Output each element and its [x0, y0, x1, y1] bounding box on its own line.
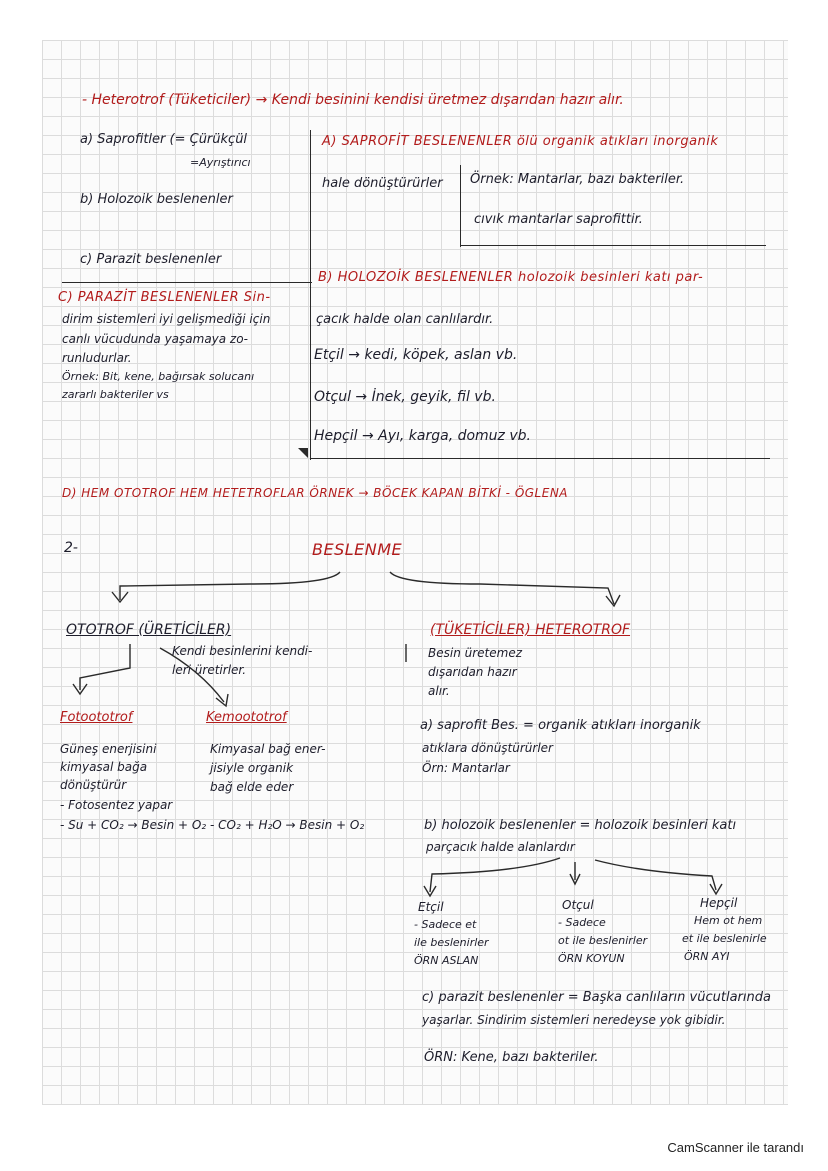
- parazit-example-2: zararlı bakteriler vs: [62, 388, 169, 401]
- parazit-line-2: yaşarlar. Sindirim sistemleri neredeyse yok gibidir.: [422, 1013, 726, 1027]
- kemo-line-2: jisiyle organik: [210, 761, 294, 775]
- kemo-line-4: - CO₂ + H₂O → Besin + O₂: [210, 818, 365, 832]
- hem-ototrof-hem-heterotrof: D) HEM OTOTROF HEM HETETROFLAR ÖRNEK → BÖCEK KAPAN BİTKİ - ÖGLENA: [62, 486, 569, 500]
- parazit-line-3: ÖRN: Kene, bazı bakteriler.: [424, 1050, 599, 1065]
- kemoototrof-title: Kemoototrof: [206, 710, 287, 725]
- saprofit-line-3: Örn: Mantarlar: [422, 761, 510, 775]
- heterotrof-definition-3: alır.: [428, 684, 450, 698]
- heterotrof-heading: - Heterotrof (Tüketiciler) → Kendi besinini kendisi üretmez dışarıdan hazır alır.: [82, 92, 624, 108]
- example-box-underline: [460, 245, 766, 246]
- parazit-example-1: Örnek: Bit, kene, bağırsak solucanı: [62, 370, 255, 383]
- foto-line-4: - Fotosentez yapar: [60, 798, 173, 812]
- item-b-holozoik: b) Holozoik beslenenler: [80, 192, 233, 207]
- holozoik-line-2: parçacık halde alanlardır: [426, 840, 575, 854]
- parazit-definition-4: runludurlar.: [62, 351, 132, 365]
- section1-left-rule: [62, 282, 312, 283]
- scanner-watermark: CamScanner ile tarandı: [667, 1140, 804, 1155]
- foto-line-1: Güneş enerjisini: [60, 742, 157, 756]
- holozoik-definition-2: çacık halde olan canlılardır.: [316, 312, 494, 327]
- section-number: 2-: [64, 540, 78, 556]
- vertical-divider: [310, 130, 311, 460]
- otcul-title: Otçul: [562, 898, 594, 912]
- hepcil-title: Hepçil: [700, 896, 738, 910]
- otcul-line-3: ÖRN KOYUN: [558, 952, 625, 965]
- example-box-divider: [460, 165, 461, 247]
- item-a-saprofitler: a) Saprofitler (= Çürükçül: [80, 132, 248, 147]
- foto-line-2: kimyasal bağa: [60, 760, 148, 774]
- hepcil-line-2: et ile beslenirle: [682, 932, 767, 945]
- parazit-definition-1: C) PARAZİT BESLENENLER Sin-: [58, 290, 271, 305]
- parazit-definition-3: canlı vücudunda yaşamaya zo-: [62, 332, 248, 346]
- ototrof-definition-2: leri üretirler.: [172, 663, 247, 677]
- saprofit-definition-1: A) SAPROFİT BESLENENLER ölü organik atıkları inorganik: [322, 134, 719, 149]
- ayristirici-note: =Ayrıştırıcı: [190, 156, 251, 169]
- holozoik-definition-1: B) HOLOZOİK BESLENENLER holozoik besinleri katı par-: [318, 270, 704, 285]
- etcil-title: Etçil: [418, 900, 444, 914]
- etcil-line-2: ile beslenirler: [414, 936, 489, 949]
- section1-bottom-rule: [310, 458, 770, 459]
- hepcil-line-1: Hem ot hem: [694, 914, 763, 927]
- saprofit-example: Örnek: Mantarlar, bazı bakteriler.: [470, 172, 685, 187]
- civik-mantarlar: cıvık mantarlar saprofittir.: [474, 212, 643, 227]
- ototrof-definition-1: Kendi besinlerini kendi-: [172, 644, 313, 658]
- item-c-parazit: c) Parazit beslenenler: [80, 252, 222, 267]
- hepcil-example: Hepçil → Ayı, karga, domuz vb.: [314, 428, 531, 444]
- foto-line-3: dönüştürür: [60, 778, 127, 792]
- beslenme-title: BESLENME: [312, 540, 403, 559]
- etcil-line-3: ÖRN ASLAN: [414, 954, 479, 967]
- kemo-line-3: bağ elde eder: [210, 780, 294, 794]
- parazit-line-1: c) parazit beslenenler = Başka canlıların vücutlarında: [422, 990, 771, 1005]
- foto-line-5: - Su + CO₂ → Besin + O₂: [60, 818, 207, 832]
- hepcil-line-3: ÖRN AYI: [684, 950, 730, 963]
- holozoik-line-1: b) holozoik beslenenler = holozoik besinleri katı: [424, 818, 737, 833]
- heterotrof-definition-1: Besin üretemez: [428, 646, 523, 660]
- parazit-definition-2: dirim sistemleri iyi gelişmediği için: [62, 312, 271, 326]
- saprofit-line-2: atıklara dönüştürürler: [422, 741, 553, 755]
- heterotrof-title: (TÜKETİCİLER) HETEROTROF: [430, 622, 631, 638]
- etcil-line-1: - Sadece et: [414, 918, 477, 931]
- otcul-example: Otçul → İnek, geyik, fil vb.: [314, 389, 496, 405]
- heterotrof-definition-2: dışarıdan hazır: [428, 665, 517, 679]
- saprofit-definition-2: hale dönüştürürler: [322, 176, 443, 191]
- otcul-line-2: ot ile beslenirler: [558, 934, 648, 947]
- kemo-line-1: Kimyasal bağ ener-: [210, 742, 326, 756]
- ototrof-title: OTOTROF (ÜRETİCİLER): [66, 622, 232, 638]
- etcil-example: Etçil → kedi, köpek, aslan vb.: [314, 347, 518, 363]
- saprofit-line-1: a) saprofit Bes. = organik atıkları inorganik: [420, 718, 701, 733]
- otcul-line-1: - Sadece: [558, 916, 606, 929]
- fotoototrof-title: Fotoototrof: [60, 710, 133, 725]
